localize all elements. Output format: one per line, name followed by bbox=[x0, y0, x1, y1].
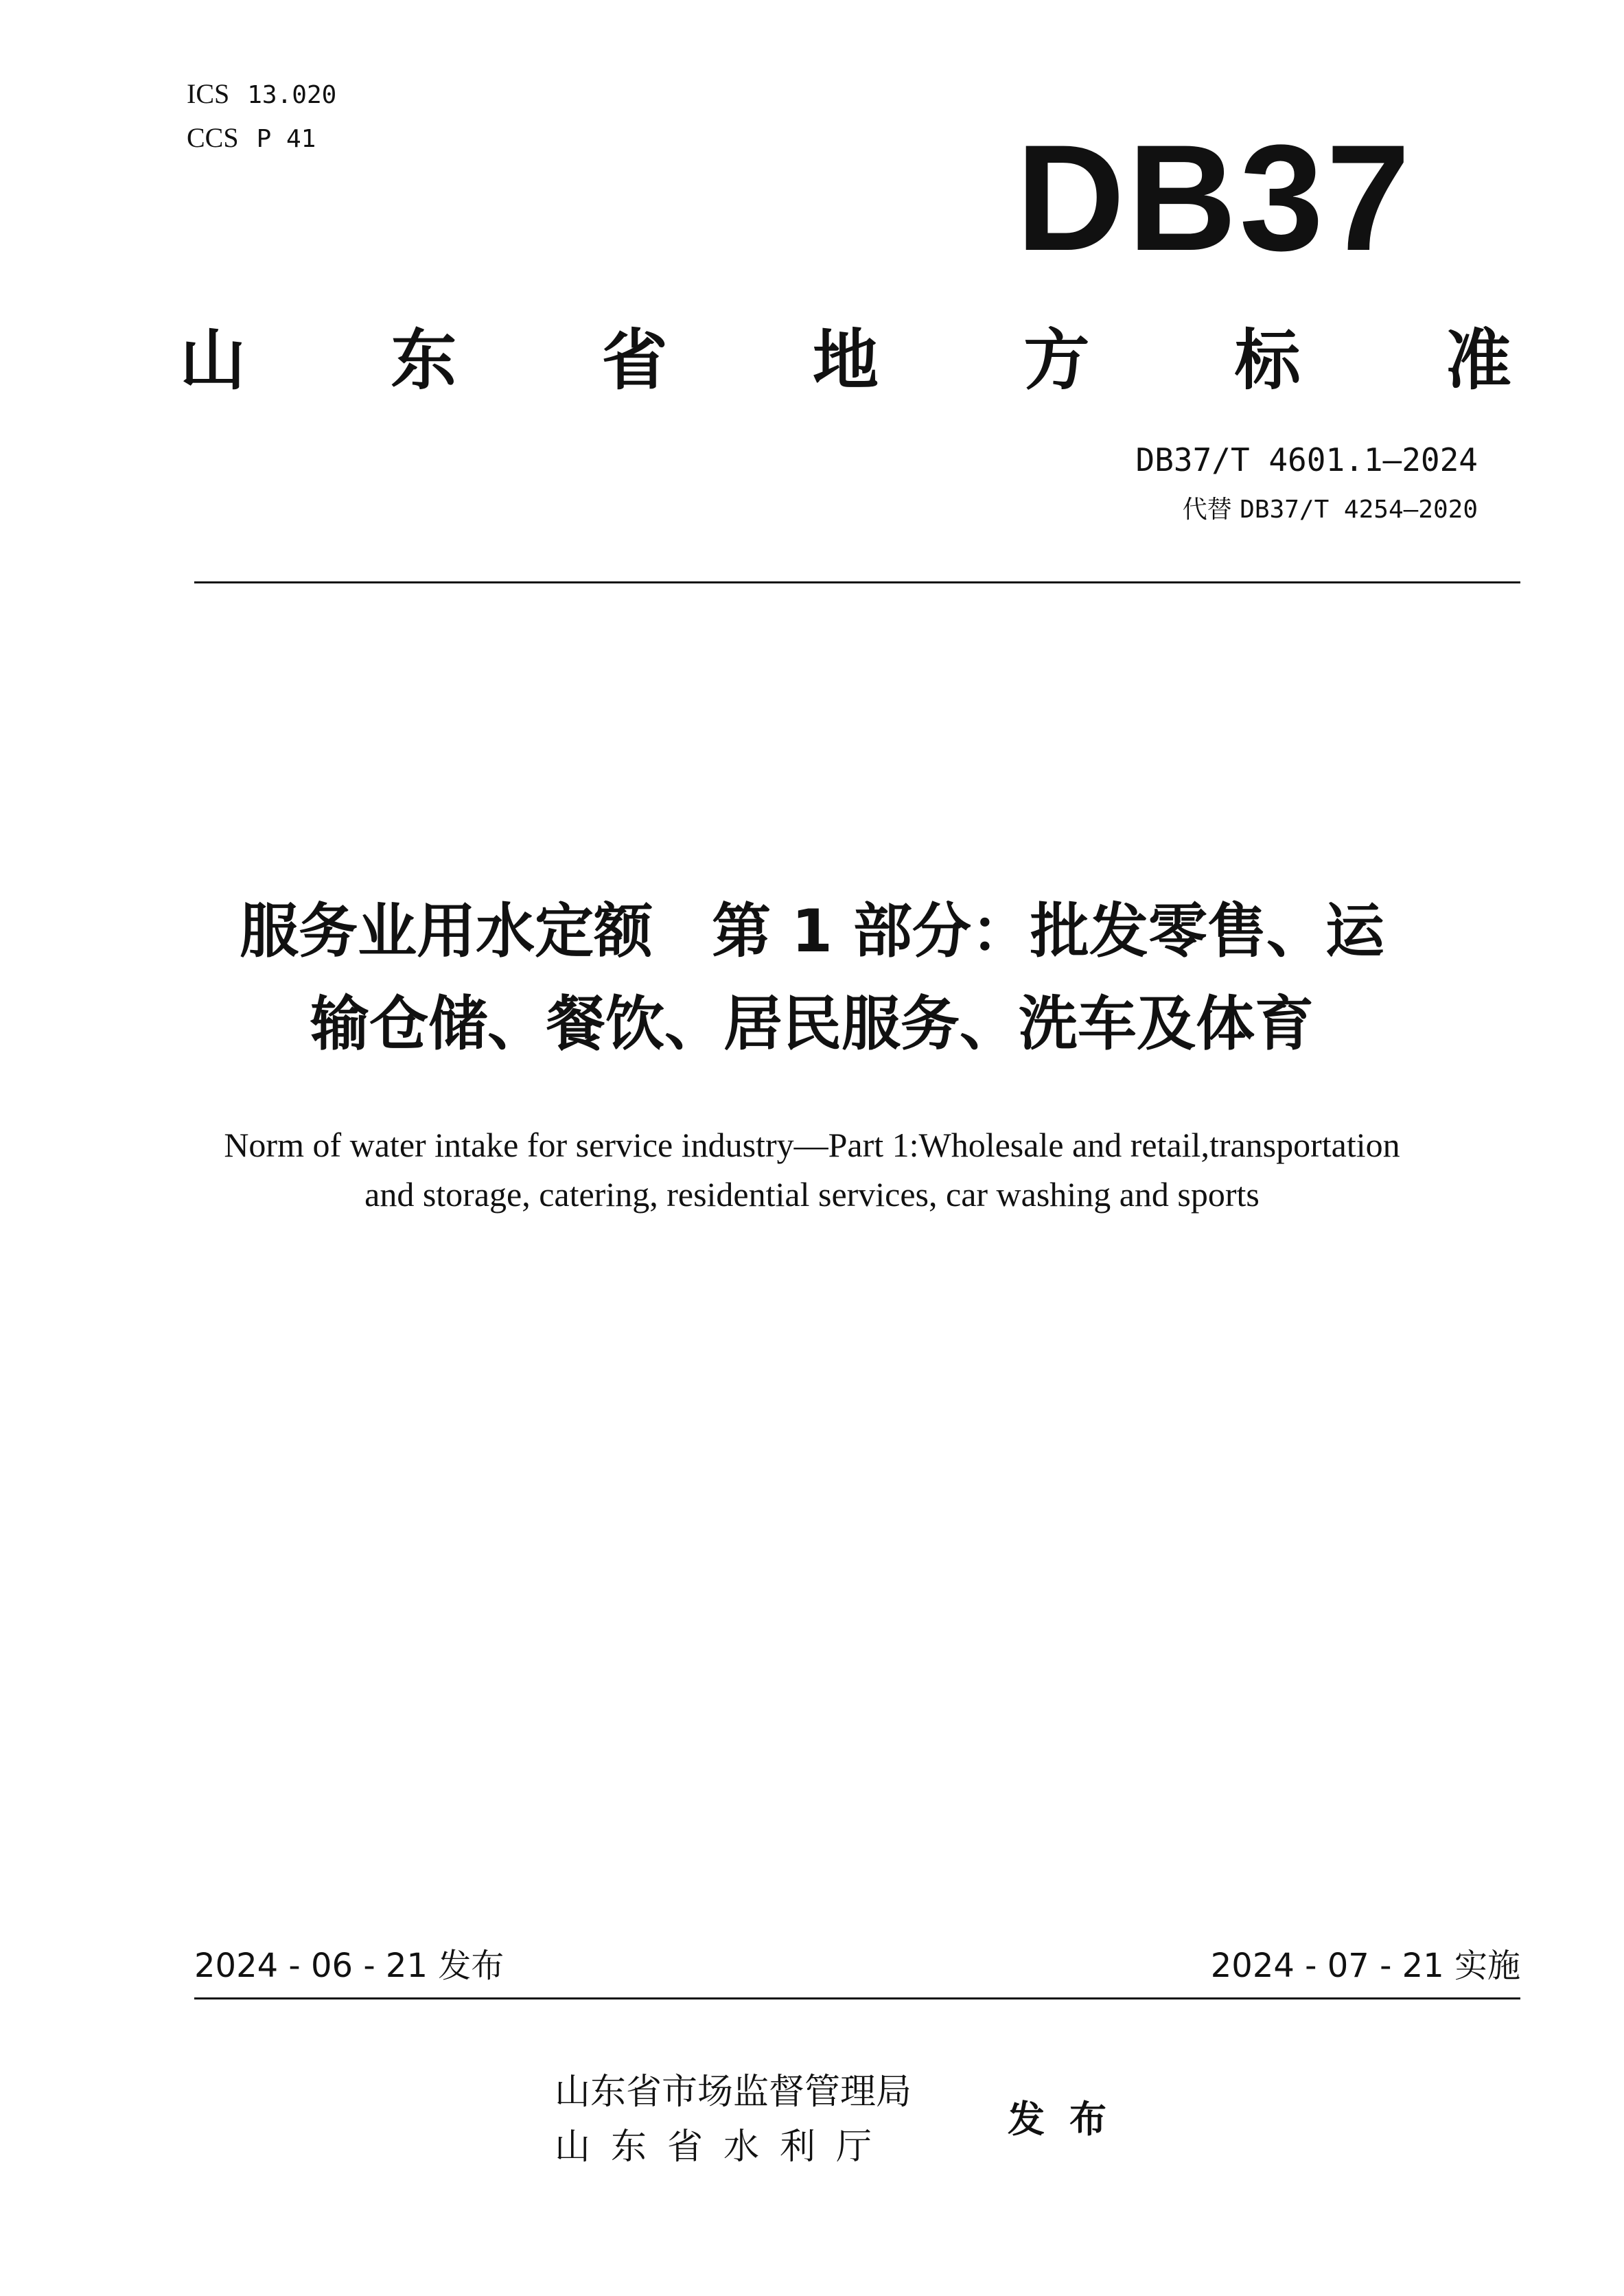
publish-label: 发布 bbox=[1008, 2098, 1131, 2141]
ccs-code: P 41 bbox=[256, 125, 316, 153]
document-title-en bbox=[137, 1120, 1487, 1219]
title-en-line: Norm of water intake for service industry—Part 1:Wholesale and retail,transportation bbox=[224, 1126, 1400, 1164]
ccs-label: CCS bbox=[187, 122, 239, 153]
standard-kind-heading bbox=[180, 309, 1511, 412]
document-title-zh bbox=[137, 885, 1487, 1071]
issuing-authorities bbox=[555, 2065, 939, 2175]
standard-kind-char: 山 bbox=[180, 322, 246, 399]
header-divider bbox=[194, 581, 1520, 583]
title-zh-line: 输仓储、餐饮、居民服务、洗车及体育 bbox=[310, 990, 1314, 1058]
standard-logo: DB37 bbox=[1016, 113, 1413, 282]
standard-kind-char: 省 bbox=[601, 322, 668, 399]
ics-code: 13.020 bbox=[247, 81, 337, 109]
title-en-line: and storage, catering, residential services, car washing and sports bbox=[364, 1175, 1260, 1214]
replaces-label: 代替 bbox=[1182, 496, 1232, 524]
issuer-water-resources: 山东省水利厅 bbox=[555, 2126, 893, 2168]
ccs-classification bbox=[187, 121, 316, 156]
standard-number: DB37/T 4601.1—2024 bbox=[1135, 441, 1478, 478]
standard-kind-char: 方 bbox=[1023, 322, 1090, 399]
standard-kind-char: 东 bbox=[391, 322, 457, 399]
replaces-number: DB37/T 4254—2020 bbox=[1240, 496, 1478, 524]
title-zh-line: 服务业用水定额 第 1 部分：批发零售、运 bbox=[240, 897, 1384, 966]
issuer-market-regulation: 山东省市场监督管理局 bbox=[555, 2072, 912, 2113]
standard-kind-char: 地 bbox=[812, 322, 879, 399]
implementation-date: 2024 - 07 - 21 实施 bbox=[1210, 1947, 1520, 1985]
footer-divider bbox=[194, 1997, 1520, 1999]
issue-date: 2024 - 06 - 21 发布 bbox=[194, 1947, 504, 1985]
ics-label: ICS bbox=[187, 78, 230, 109]
standard-kind-char: 准 bbox=[1445, 322, 1511, 399]
replaces-line bbox=[1183, 494, 1478, 526]
standard-kind-char: 标 bbox=[1234, 322, 1301, 399]
ics-classification bbox=[187, 78, 336, 112]
